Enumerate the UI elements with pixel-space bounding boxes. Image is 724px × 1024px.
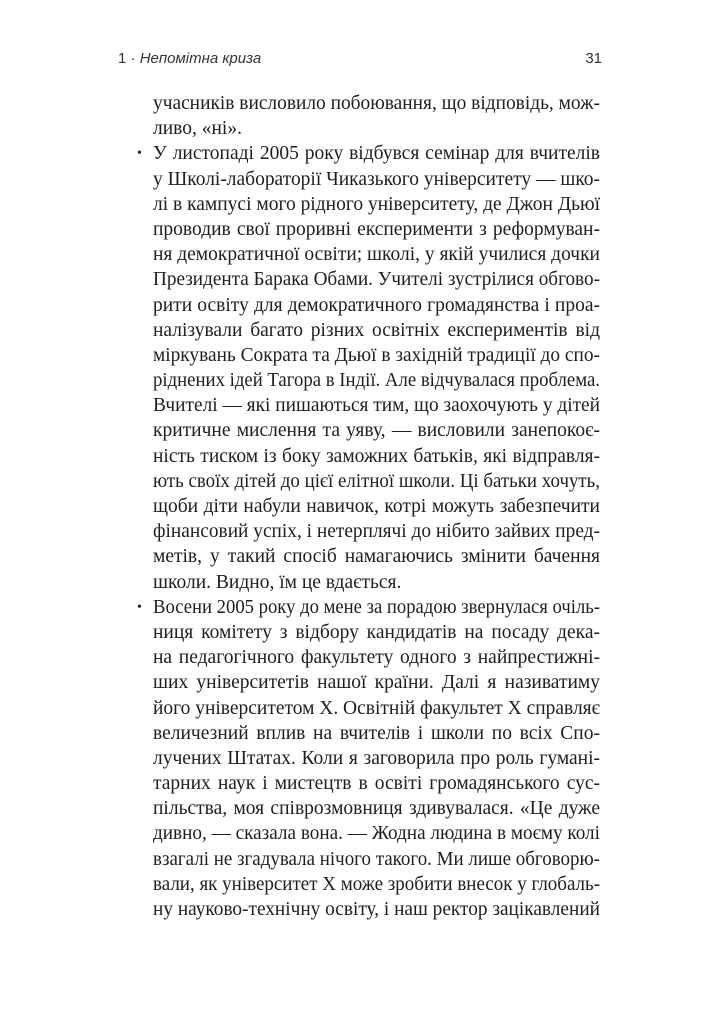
text-line	[153, 872, 600, 897]
line-text: його університетом X. Освітній факультет X справляє	[153, 697, 600, 719]
text-line	[153, 544, 600, 569]
line-text: ниця комітету з відбору кандидатів на посаду дека-	[153, 621, 600, 643]
line-text: Восени 2005 року до мене за порадою звернулася очіль-	[153, 596, 601, 618]
line-text: критичне мислення та уяву, — висловили занепокоє-	[153, 420, 601, 442]
bullet-item	[137, 595, 601, 922]
line-text: налізували багато різних освітніх експериментів від	[153, 319, 600, 341]
text-line	[153, 645, 600, 670]
text-line	[153, 318, 600, 343]
chapter-heading	[118, 50, 261, 67]
line-text: школи. Видно, їм це вдається.	[153, 571, 402, 593]
text-line	[153, 494, 600, 519]
line-text: проводив свої проривні експерименти з реформуван-	[153, 218, 600, 240]
line-text: тарних наук і мистецтв в освіті громадянського сус-	[153, 773, 601, 795]
text-line	[153, 721, 600, 746]
line-text: у Школі-лабораторії Чиказького університету — шко-	[153, 168, 601, 190]
text-line	[153, 821, 600, 846]
chapter-title: Непомітна криза	[139, 50, 262, 67]
chapter-number: 1	[118, 50, 127, 67]
text-line	[153, 167, 600, 192]
line-text: щоби діти набули навичок, котрі можуть забезпечити	[153, 496, 600, 517]
line-text: лі в кампусі мого рідного університету, де Джон Дьюї	[153, 193, 600, 215]
text-line	[153, 293, 600, 318]
line-text: ну науково-технічну освіту, і наш ректор зацікавлений	[153, 899, 600, 920]
text-line	[137, 595, 601, 620]
line-text: ня демократичної освіти; школі, у якій училися дочки	[153, 244, 600, 266]
line-text: метів, у такий спосіб намагаючись змінити бачення	[153, 546, 600, 568]
line-text: дивно, — сказала вона. — Жодна людина в моєму колі	[153, 823, 600, 845]
bullet-item	[137, 141, 601, 594]
line-text: ливо, «ні».	[153, 118, 242, 140]
text-line	[153, 519, 600, 544]
text-line	[153, 796, 600, 821]
line-text: лучених Штатах. Коли я заговорила про роль гумані-	[153, 747, 601, 769]
line-text: на педагогічного факультету одного з найпрестижні-	[153, 647, 601, 669]
text-line	[153, 469, 600, 494]
text-line	[153, 242, 600, 267]
text-line	[153, 91, 600, 116]
line-text: пільства, моя співрозмовниця здивувалася. «Це дуже	[153, 798, 600, 820]
line-text: вали, як університет X може зробити внесок у глобаль-	[153, 873, 601, 895]
line-text: ших університетів нашої країни. Далі я називатиму	[153, 672, 601, 694]
line-text: учасників висловило побоювання, що відповідь, мож-	[153, 93, 601, 114]
line-text: ність тиском із боку заможних батьків, які відправля-	[153, 445, 601, 467]
text-line	[153, 670, 600, 695]
text-line	[153, 570, 600, 595]
text-line	[153, 771, 600, 796]
line-text: взагалі не згадувала нічого такого. Ми лише обговорю-	[153, 848, 601, 870]
bullet-icon: •	[137, 599, 142, 615]
text-line	[153, 393, 600, 418]
text-line	[153, 116, 600, 141]
line-text: ріднених ідей Тагора в Індії. Але відчувалася проблема.	[153, 370, 600, 392]
text-line	[153, 746, 600, 771]
paragraph	[153, 91, 600, 141]
text-line	[153, 696, 600, 721]
line-text: У листопаді 2005 року відбувся семінар для вчителів	[153, 143, 600, 165]
text-line	[153, 444, 600, 469]
text-line	[153, 267, 600, 292]
line-text: рити освіту для демократичного громадянства і проа-	[153, 294, 601, 316]
text-line	[153, 343, 600, 368]
text-line	[153, 847, 600, 872]
text-line	[153, 368, 600, 393]
text-line	[153, 217, 600, 242]
text-line	[153, 620, 600, 645]
line-text: величезний вплив на вчителів і школи по всіх Спо-	[153, 722, 600, 744]
line-text: ють своїх дітей до цієї елітної школи. Ці батьки хочуть,	[153, 470, 600, 492]
bullet-icon: •	[137, 146, 142, 162]
page-body	[137, 91, 601, 922]
line-text: Президента Барака Обами. Учителі зустрілися обгово-	[153, 269, 600, 291]
page-number: 31	[585, 50, 602, 67]
text-line	[153, 897, 600, 922]
text-line	[153, 418, 600, 443]
line-text: фінансовий успіх, і нетерплячі до нібито зайвих пред-	[153, 521, 600, 543]
text-line	[137, 141, 600, 166]
line-text: Вчителі — які пишаються тим, що заохочують у дітей	[153, 395, 600, 417]
line-text: міркувань Сократа та Дьюї в західній традиції до спо-	[153, 344, 600, 366]
running-header	[118, 50, 602, 72]
text-line	[153, 192, 600, 217]
header-separator: ·	[130, 50, 136, 67]
